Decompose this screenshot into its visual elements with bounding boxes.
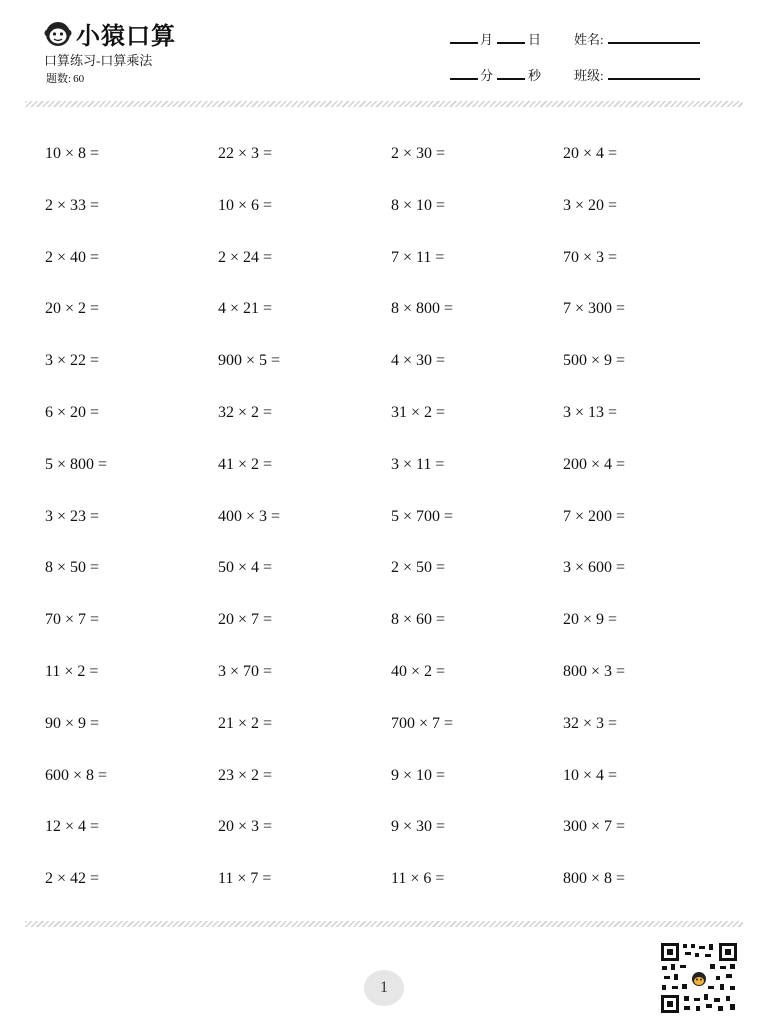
problem-r8-c4: 7 × 200 = [563, 507, 626, 525]
problem-r13-c4: 10 × 4 = [563, 766, 618, 784]
problem-r1-c3: 2 × 30 = [391, 145, 446, 162]
top-divider [25, 101, 743, 107]
problem-r13-c3: 9 × 10 = [391, 766, 446, 784]
problem-r15-c1: 2 × 42 = [45, 870, 100, 888]
problem-r14-c2: 20 × 3 = [218, 818, 273, 836]
name-label: 姓名: [574, 32, 604, 47]
problem-r8-c3: 5 × 700 = [391, 507, 454, 525]
problem-r2-c4: 3 × 20 = [563, 196, 618, 214]
problem-r9-c1: 8 × 50 = [45, 559, 100, 577]
problem-r5-c2: 900 × 5 = [218, 352, 281, 370]
problem-r1-c4: 20 × 4 = [563, 145, 618, 162]
problem-r1-c2: 22 × 3 = [218, 145, 273, 162]
problem-r15-c2: 11 × 7 = [218, 870, 272, 888]
problem-r5-c4: 500 × 9 = [563, 352, 626, 370]
class-blank[interactable] [608, 66, 700, 80]
problem-r4-c1: 20 × 2 = [45, 300, 100, 318]
problem-r12-c1: 90 × 9 = [45, 714, 100, 732]
problem-r3-c4: 70 × 3 = [563, 248, 618, 266]
problem-r15-c4: 800 × 8 = [563, 870, 626, 888]
name-blank[interactable] [608, 30, 700, 44]
problem-r10-c2: 20 × 7 = [218, 611, 273, 629]
problem-r3-c3: 7 × 11 = [391, 248, 445, 266]
page-number [364, 970, 404, 1006]
problem-r14-c1: 12 × 4 = [45, 818, 100, 836]
problem-r2-c2: 10 × 6 = [218, 196, 273, 214]
problem-r7-c3: 3 × 11 = [391, 455, 445, 473]
problem-r2-c3: 8 × 10 = [391, 196, 446, 214]
problem-count-value: 60 [73, 73, 85, 85]
problem-r9-c3: 2 × 50 = [391, 559, 446, 577]
minute-blank[interactable] [450, 66, 478, 80]
worksheet-subtitle: 口算练习-口算乘法 [44, 53, 153, 68]
day-label: 日 [528, 32, 542, 47]
second-label: 秒 [528, 68, 542, 83]
problem-r6-c4: 3 × 13 = [563, 404, 618, 421]
second-blank[interactable] [497, 66, 525, 80]
problem-r10-c1: 70 × 7 = [45, 611, 100, 629]
qr-code-icon [660, 942, 738, 1014]
problem-r8-c1: 3 × 23 = [45, 507, 100, 525]
problem-r5-c3: 4 × 30 = [391, 352, 446, 370]
problem-count [44, 70, 84, 86]
problem-r6-c1: 6 × 20 = [45, 404, 100, 421]
problem-r13-c2: 23 × 2 = [218, 766, 273, 784]
problem-r11-c1: 11 × 2 = [45, 663, 99, 680]
problem-r15-c3: 11 × 6 = [391, 870, 445, 888]
brand-name: 小猿口算 [76, 22, 176, 50]
problem-r1-c1: 10 × 8 = [45, 145, 100, 162]
problem-r11-c2: 3 × 70 = [218, 663, 273, 680]
problem-r6-c3: 31 × 2 = [391, 404, 446, 421]
problem-r5-c1: 3 × 22 = [45, 352, 100, 370]
problem-r3-c1: 2 × 40 = [45, 248, 100, 266]
problem-r9-c4: 3 × 600 = [563, 559, 626, 577]
problem-r8-c2: 400 × 3 = [218, 507, 281, 525]
problem-r7-c4: 200 × 4 = [563, 455, 626, 473]
problem-r12-c3: 700 × 7 = [391, 714, 454, 732]
day-blank[interactable] [497, 30, 525, 44]
problem-r11-c3: 40 × 2 = [391, 663, 446, 680]
problem-count-label: 题数: [46, 73, 72, 85]
problem-r14-c4: 300 × 7 = [563, 818, 626, 836]
problem-r7-c2: 41 × 2 = [218, 455, 273, 473]
month-label: 月 [480, 32, 494, 47]
month-blank[interactable] [450, 30, 478, 44]
class-label: 班级: [574, 68, 604, 83]
problem-r4-c3: 8 × 800 = [391, 300, 454, 318]
problem-r2-c1: 2 × 33 = [45, 196, 100, 214]
bottom-divider [25, 921, 743, 927]
brand-logo [44, 16, 176, 51]
worksheet-header [0, 0, 768, 100]
page-number-value: 1 [380, 979, 388, 996]
minute-label: 分 [480, 68, 494, 83]
monkey-mascot-icon [44, 20, 72, 48]
problem-r7-c1: 5 × 800 = [45, 455, 108, 473]
problem-r6-c2: 32 × 2 = [218, 404, 273, 421]
problem-r12-c2: 21 × 2 = [218, 714, 273, 732]
problem-r10-c4: 20 × 9 = [563, 611, 618, 629]
problem-r12-c4: 32 × 3 = [563, 714, 618, 732]
problem-r10-c3: 8 × 60 = [391, 611, 446, 629]
problem-r13-c1: 600 × 8 = [45, 766, 108, 784]
problem-r4-c4: 7 × 300 = [563, 300, 626, 318]
problem-r14-c3: 9 × 30 = [391, 818, 446, 836]
problem-r11-c4: 800 × 3 = [563, 663, 626, 680]
problem-r9-c2: 50 × 4 = [218, 559, 273, 577]
problem-r3-c2: 2 × 24 = [218, 248, 273, 266]
problem-r4-c2: 4 × 21 = [218, 300, 273, 318]
